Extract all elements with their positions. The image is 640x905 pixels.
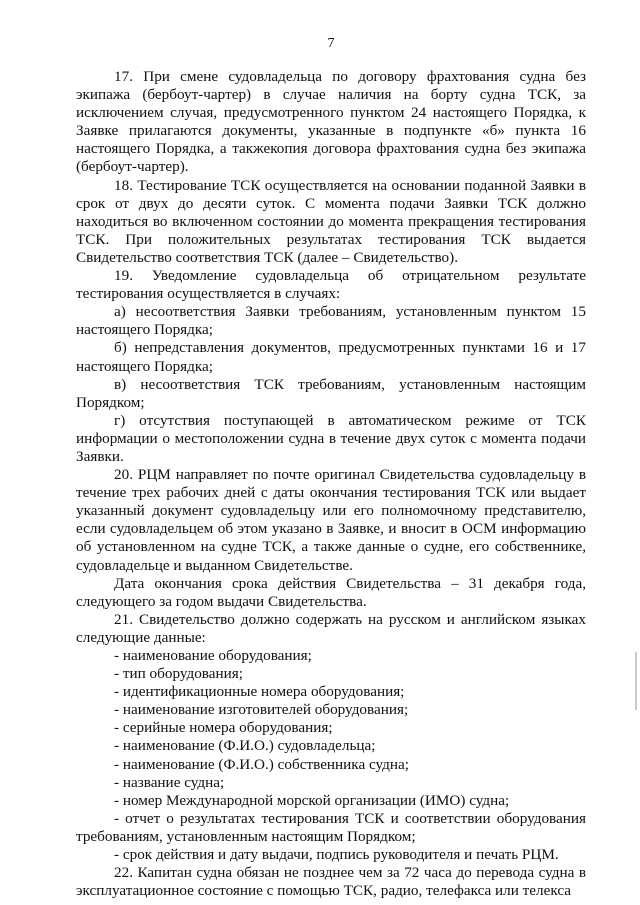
list-item: - наименование оборудования; — [114, 647, 312, 664]
list-item: - срок действия и дату выдачи, подпись руководителя и печать РЦМ. — [114, 846, 559, 864]
paragraph: 18. Тестирование ТСК осуществляется на основании поданной Заявки в срок от двух до десяти суток. С момента подачи Заявки ТСК должно находиться во включенном состоянии до момента прекращения тестирования ТСК. При положительных результатах тестирования ТСК выдается Свидетельство соответствия ТСК (далее – Свидетельство). — [76, 176, 586, 266]
sub-item: б) непредставления документов, предусмотренных пунктами 16 и 17 настоящего Порядка; — [76, 339, 586, 375]
list-item: - отчет о результатах тестирования ТСК и соответствии оборудования требованиям, установленным настоящим Порядком; — [76, 809, 586, 845]
page-number: 7 — [327, 36, 335, 51]
list-item: - идентификационные номера оборудования; — [114, 683, 405, 701]
scan-artifact — [635, 652, 637, 710]
document-body — [76, 68, 586, 900]
sub-item: а) несоответствия Заявки требованиям, установленным пунктом 15 настоящего Порядка; — [76, 303, 586, 339]
paragraph: 17. При смене судовладельца по договору фрахтования судна без экипажа (бербоут-чартер) в случае наличия на борту судна ТСК, за исключением случая, предусмотренного пунктом 24 настоящего Порядка, к Заявке прилагаются документы, указанные в подпункте «б» пункта 16 настоящего Порядка, а такжекопия договора фрахтования судна без экипажа (бербоут-чартер). — [76, 68, 586, 176]
sub-item: в) несоответствия ТСК требованиям, установленным настоящим Порядком; — [76, 375, 586, 411]
list-item: - название судна; — [114, 773, 225, 791]
list-item: - серийные номера оборудования; — [114, 719, 333, 737]
paragraph: 19. Уведомление судовладельца об отрицательном результате тестирования осуществляется в случаях: — [76, 267, 586, 303]
paragraph: 21. Свидетельство должно содержать на русском и английском языках следующие данные: — [76, 610, 586, 646]
paragraph: Дата окончания срока действия Свидетельства – 31 декабря года, следующего за годом выдачи Свидетельства. — [76, 574, 586, 610]
list-item: - наименование изготовителей оборудования; — [114, 701, 409, 719]
paragraph: 20. РЦМ направляет по почте оригинал Свидетельства судовладельцу в течение трех рабочих дней с даты окончания тестирования ТСК или выдает указанный документ судовладельцу или его полномочному представителю, если судовладельцем об этом указано в Заявке, и вносит в ОСМ информацию об установленном на судне ТСК, а также данные о судне, его собственнике, судовладельце и выданном Свидетельстве. — [76, 466, 586, 574]
paragraph: 22. Капитан судна обязан не позднее чем за 72 часа до перевода судна в эксплуатационное состояние с помощью ТСК, радио, телефакса или телекса — [76, 864, 586, 900]
sub-item: г) отсутствия поступающей в автоматическом режиме от ТСК информации о местоположении судна в течение двух суток с момента подачи Заявки. — [76, 411, 586, 465]
list-item: - наименование (Ф.И.О.) собственника судна; — [114, 755, 409, 773]
list-item: - наименование (Ф.И.О.) судовладельца; — [114, 737, 376, 755]
list-item: - номер Международной морской организации (ИМО) судна; — [114, 791, 510, 809]
list-item: - тип оборудования; — [114, 665, 243, 683]
